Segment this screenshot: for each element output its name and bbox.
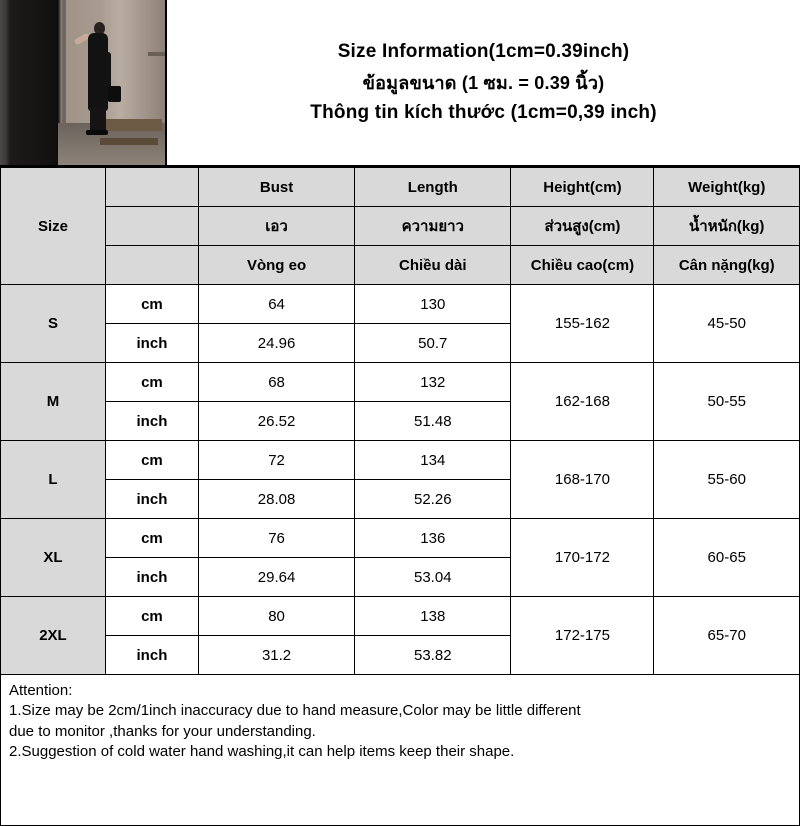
cell-weight-xl: 60-65 — [654, 519, 800, 597]
title-vietnamese: Thông tin kích thước (1cm=0,39 inch) — [310, 102, 657, 123]
row-unit-inch: inch — [105, 402, 198, 441]
cell-bust-cm-2xl: 80 — [198, 597, 354, 636]
table-header-row-th — [1, 207, 800, 246]
attention-line-3: 2.Suggestion of cold water hand washing,it can help items keep their shape. — [9, 742, 515, 760]
size-header-cell: Size — [1, 168, 106, 285]
cell-weight-2xl: 65-70 — [654, 597, 800, 675]
table-row — [1, 285, 800, 324]
table-row — [1, 519, 800, 558]
cell-height-m: 162-168 — [511, 363, 654, 441]
cell-length-inch-2xl: 53.82 — [355, 636, 511, 675]
col-header-weight-vi: Cân nặng(kg) — [654, 246, 800, 285]
col-header-weight-en: Weight(kg) — [654, 168, 800, 207]
row-size-s: S — [1, 285, 106, 363]
col-header-height-en: Height(cm) — [511, 168, 654, 207]
row-unit-inch: inch — [105, 558, 198, 597]
model-photo — [0, 0, 167, 165]
cell-length-cm-s: 130 — [355, 285, 511, 324]
cell-bust-cm-m: 68 — [198, 363, 354, 402]
row-size-xl: XL — [1, 519, 106, 597]
row-size-l: L — [1, 441, 106, 519]
row-unit-cm: cm — [105, 285, 198, 324]
size-table — [0, 167, 800, 675]
cell-bust-cm-xl: 76 — [198, 519, 354, 558]
col-header-bust-th: เอว — [198, 207, 354, 246]
row-size-m: M — [1, 363, 106, 441]
col-header-length-th: ความยาว — [355, 207, 511, 246]
cell-height-l: 168-170 — [511, 441, 654, 519]
row-unit-cm: cm — [105, 363, 198, 402]
table-row — [1, 363, 800, 402]
cell-height-2xl: 172-175 — [511, 597, 654, 675]
attention-line-1: 1.Size may be 2cm/1inch inaccuracy due to hand measure,Color may be little different — [9, 702, 581, 720]
photo-model-legs — [90, 108, 106, 132]
cell-weight-m: 50-55 — [654, 363, 800, 441]
table-header-row-vi — [1, 246, 800, 285]
header-section — [0, 0, 800, 167]
attention-title: Attention: — [9, 682, 73, 699]
col-header-length-vi: Chiều dài — [355, 246, 511, 285]
row-unit-inch: inch — [105, 636, 198, 675]
unit-header-cell-en — [105, 168, 198, 207]
cell-bust-cm-l: 72 — [198, 441, 354, 480]
cell-bust-cm-s: 64 — [198, 285, 354, 324]
attention-line-2: due to monitor ,thanks for your understanding. — [9, 722, 316, 740]
row-unit-cm: cm — [105, 441, 198, 480]
photo-model-shoes — [86, 130, 108, 135]
cell-weight-l: 55-60 — [654, 441, 800, 519]
col-header-bust-vi: Vòng eo — [198, 246, 354, 285]
row-unit-inch: inch — [105, 480, 198, 519]
cell-weight-s: 45-50 — [654, 285, 800, 363]
photo-shelf — [148, 52, 165, 56]
title-thai: ข้อมูลขนาด (1 ซม. = 0.39 นิ้ว) — [362, 73, 605, 93]
cell-length-inch-xl: 53.04 — [355, 558, 511, 597]
cell-height-s: 155-162 — [511, 285, 654, 363]
row-unit-cm: cm — [105, 519, 198, 558]
cell-length-inch-l: 52.26 — [355, 480, 511, 519]
col-header-height-th: ส่วนสูง(cm) — [511, 207, 654, 246]
col-header-bust-en: Bust — [198, 168, 354, 207]
cell-length-cm-l: 134 — [355, 441, 511, 480]
cell-bust-inch-2xl: 31.2 — [198, 636, 354, 675]
cell-bust-inch-s: 24.96 — [198, 324, 354, 363]
row-size-2xl: 2XL — [1, 597, 106, 675]
table-row — [1, 441, 800, 480]
photo-bench-lower — [100, 138, 158, 145]
cell-length-cm-xl: 136 — [355, 519, 511, 558]
cell-bust-inch-l: 28.08 — [198, 480, 354, 519]
unit-header-cell-th — [105, 207, 198, 246]
photo-handbag — [108, 86, 121, 102]
title-english: Size Information(1cm=0.39inch) — [337, 41, 630, 62]
cell-length-inch-m: 51.48 — [355, 402, 511, 441]
cell-length-inch-s: 50.7 — [355, 324, 511, 363]
attention-note — [0, 675, 800, 826]
col-header-length-en: Length — [355, 168, 511, 207]
cell-length-cm-2xl: 138 — [355, 597, 511, 636]
row-unit-inch: inch — [105, 324, 198, 363]
cell-bust-inch-xl: 29.64 — [198, 558, 354, 597]
cell-height-xl: 170-172 — [511, 519, 654, 597]
col-header-height-vi: Chiều cao(cm) — [511, 246, 654, 285]
cell-bust-inch-m: 26.52 — [198, 402, 354, 441]
title-block — [167, 0, 800, 165]
cell-length-cm-m: 132 — [355, 363, 511, 402]
photo-doorframe — [62, 0, 66, 125]
table-header-row-en — [1, 168, 800, 207]
row-unit-cm: cm — [105, 597, 198, 636]
unit-header-cell-vi — [105, 246, 198, 285]
col-header-weight-th: น้ำหนัก(kg) — [654, 207, 800, 246]
table-row — [1, 597, 800, 636]
